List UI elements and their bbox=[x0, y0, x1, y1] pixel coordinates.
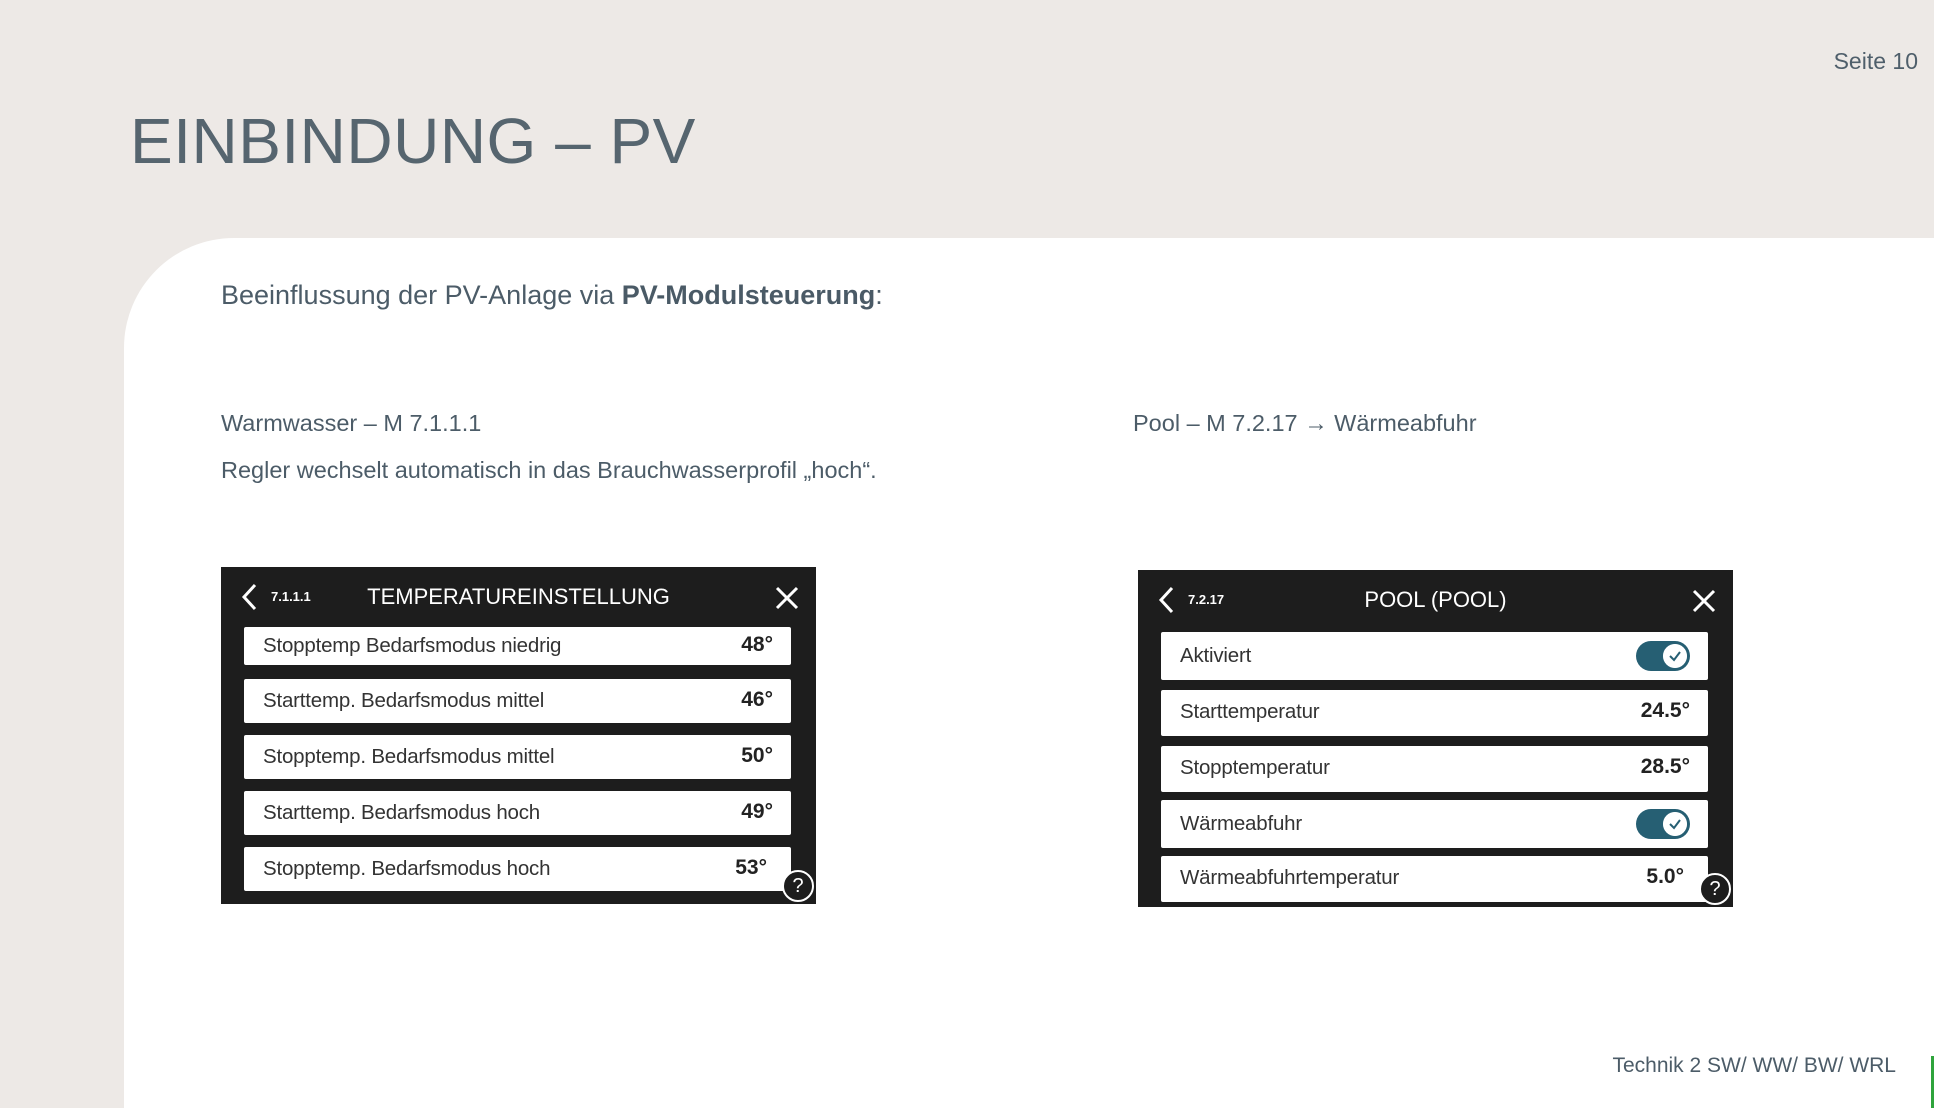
setting-value: 5.0° bbox=[1646, 865, 1684, 888]
setting-value: 50° bbox=[741, 744, 773, 767]
setting-row bbox=[1161, 632, 1708, 680]
intro-prefix: Beeinflussung der PV-Anlage via bbox=[221, 280, 622, 310]
check-icon bbox=[1663, 812, 1687, 836]
setting-row[interactable] bbox=[244, 735, 791, 779]
intro-bold: PV-Modulsteuerung bbox=[621, 280, 876, 310]
setting-label: Starttemp. Bedarfsmodus mittel bbox=[263, 689, 545, 712]
menu-code: 7.1.1.1 bbox=[271, 589, 311, 604]
intro-suffix: : bbox=[875, 280, 883, 310]
setting-row[interactable] bbox=[244, 791, 791, 835]
right-heading-suffix: Wärmeabfuhr bbox=[1327, 410, 1477, 436]
left-note: Regler wechselt automatisch in das Brauchwasserprofil „hoch“. bbox=[221, 457, 877, 483]
setting-value: 28.5° bbox=[1640, 755, 1690, 778]
slide-title: EINBINDUNG – PV bbox=[130, 105, 696, 177]
close-icon[interactable] bbox=[1691, 588, 1717, 614]
pool-screen bbox=[1138, 570, 1733, 907]
intro-text bbox=[221, 280, 883, 311]
setting-value: 48° bbox=[741, 633, 773, 656]
setting-label: Stopptemp. Bedarfsmodus hoch bbox=[263, 857, 551, 880]
setting-row[interactable] bbox=[244, 847, 791, 891]
screen-title: TEMPERATUREINSTELLUNG bbox=[367, 584, 670, 609]
menu-code: 7.2.17 bbox=[1188, 592, 1225, 607]
right-heading-prefix: Pool – M 7.2.17 bbox=[1133, 410, 1305, 436]
close-icon[interactable] bbox=[774, 585, 800, 611]
screen-header bbox=[1138, 570, 1733, 630]
setting-value: 49° bbox=[741, 800, 773, 823]
help-icon[interactable]: ? bbox=[782, 870, 814, 902]
setting-row[interactable] bbox=[1161, 690, 1708, 736]
temperature-settings-screen bbox=[221, 567, 816, 904]
setting-label: Stopptemp. Bedarfsmodus mittel bbox=[263, 745, 555, 768]
setting-value: 46° bbox=[741, 688, 773, 711]
left-heading: Warmwasser – M 7.1.1.1 bbox=[221, 410, 482, 436]
setting-row[interactable] bbox=[244, 679, 791, 723]
setting-label: Starttemperatur bbox=[1180, 700, 1320, 723]
heat-dissipation-toggle[interactable] bbox=[1636, 809, 1690, 839]
setting-value: 53° bbox=[735, 856, 767, 879]
screen-title: POOL (POOL) bbox=[1364, 587, 1507, 612]
setting-row[interactable] bbox=[1161, 856, 1708, 902]
setting-row[interactable] bbox=[1161, 746, 1708, 792]
arrow-right-icon: → bbox=[1304, 410, 1328, 436]
right-heading bbox=[1133, 410, 1477, 437]
page-number: Seite 10 bbox=[1833, 48, 1918, 74]
check-icon bbox=[1663, 644, 1687, 668]
setting-label: Stopptemp Bedarfsmodus niedrig bbox=[263, 634, 562, 657]
help-icon[interactable]: ? bbox=[1699, 873, 1731, 905]
setting-value: 24.5° bbox=[1640, 699, 1690, 722]
setting-label: Stopptemperatur bbox=[1180, 756, 1330, 779]
setting-label: Wärmeabfuhrtemperatur bbox=[1180, 866, 1400, 889]
setting-row bbox=[1161, 800, 1708, 848]
setting-label: Wärmeabfuhr bbox=[1180, 812, 1302, 835]
setting-row[interactable] bbox=[244, 627, 791, 665]
activated-toggle[interactable] bbox=[1636, 641, 1690, 671]
footer-text: Technik 2 SW/ WW/ BW/ WRL bbox=[1612, 1054, 1896, 1077]
screen-header bbox=[221, 567, 816, 627]
setting-label: Aktiviert bbox=[1180, 644, 1252, 667]
setting-label: Starttemp. Bedarfsmodus hoch bbox=[263, 801, 540, 824]
